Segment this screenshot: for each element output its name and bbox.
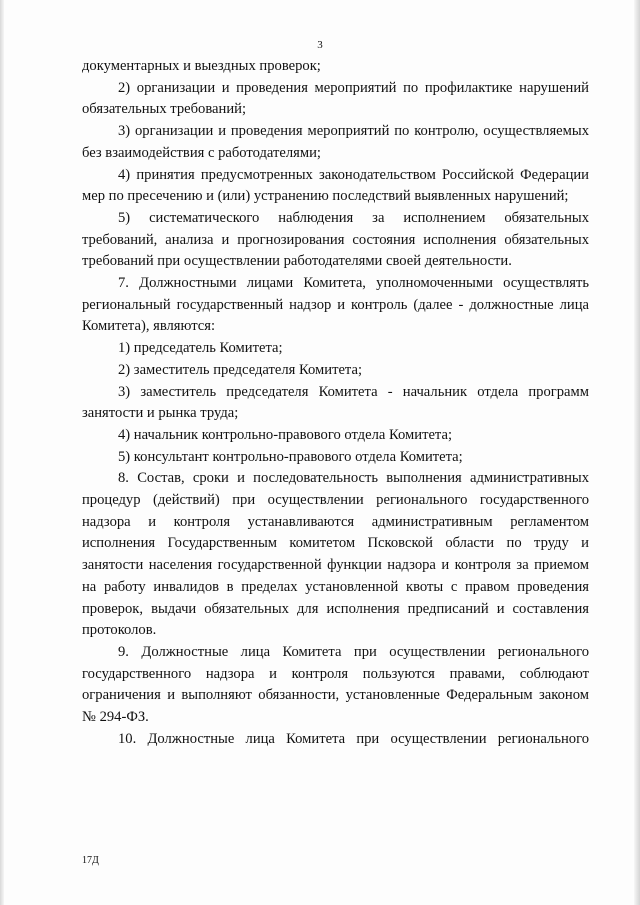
paragraph-item-5-observation: 5) систематического наблюдения за исполнением обязательных требований, анализа и прогнозирования состояния исполнения обязательных требований при осуществлении работодателями своей деятельности. [82,209,589,270]
paragraph-continuation: документарных и выездных проверок; [82,58,321,74]
paragraph-clause-9: 9. Должностные лица Комитета при осуществлении регионального государственного надзора и контроля пользуются правами, соблюдают ограничения и выполняют обязанности, установленные Федеральным законом № 294-ФЗ. [82,643,589,726]
paragraph-item-3-control: 3) организации и проведения мероприятий по контролю, осуществляемых без взаимодействия с работодателями; [82,123,589,161]
paragraph-clause-8: 8. Состав, сроки и последовательность выполнения административных процедур (действий) при осуществлении регионального государственного надзора и контроля устанавливаются административным регламентом исполнения Государственным комитетом Псковской области по труду и занятости населения государственной функции надзора и контроля за приемом на работу инвалидов в пределах установленной квоты с правом проведения проверок, выдачи обязательных для исполнения предписаний и составления протоколов. [82,470,589,639]
paragraph-clause-10: 10. Должностные лица Комитета при осуществлении регионального [118,730,589,747]
page-number: 3 [317,39,323,51]
paragraph-clause-7: 7. Должностными лицами Комитета, уполномоченными осуществлять региональный государственный надзор и контроль (далее - должностные лица Комитета), являются: [82,275,589,335]
footer-code: 17Д [82,855,99,866]
list-item-consultant: 5) консультант контрольно-правового отдела Комитета; [118,448,463,465]
scan-edge-right [634,0,640,905]
list-item-chairman: 1) председатель Комитета; [118,340,283,357]
paragraph-item-4-measures: 4) принятия предусмотренных законодательством Российской Федерации мер по пресечению и (или) устранению последствий выявленных нарушений; [82,166,589,205]
paragraph-item-2-prevention: 2) организации и проведения мероприятий по профилактике нарушений обязательных требований; [82,79,589,118]
list-item-deputy: 2) заместитель председателя Комитета; [118,361,363,378]
list-item-deputy-head: 3) заместитель председателя Комитета - начальник отдела программ занятости и рынка труда; [82,383,589,422]
document-body [82,56,589,751]
scan-edge-left [0,0,4,905]
list-item-legal-head: 4) начальник контрольно-правового отдела Комитета; [118,426,453,443]
